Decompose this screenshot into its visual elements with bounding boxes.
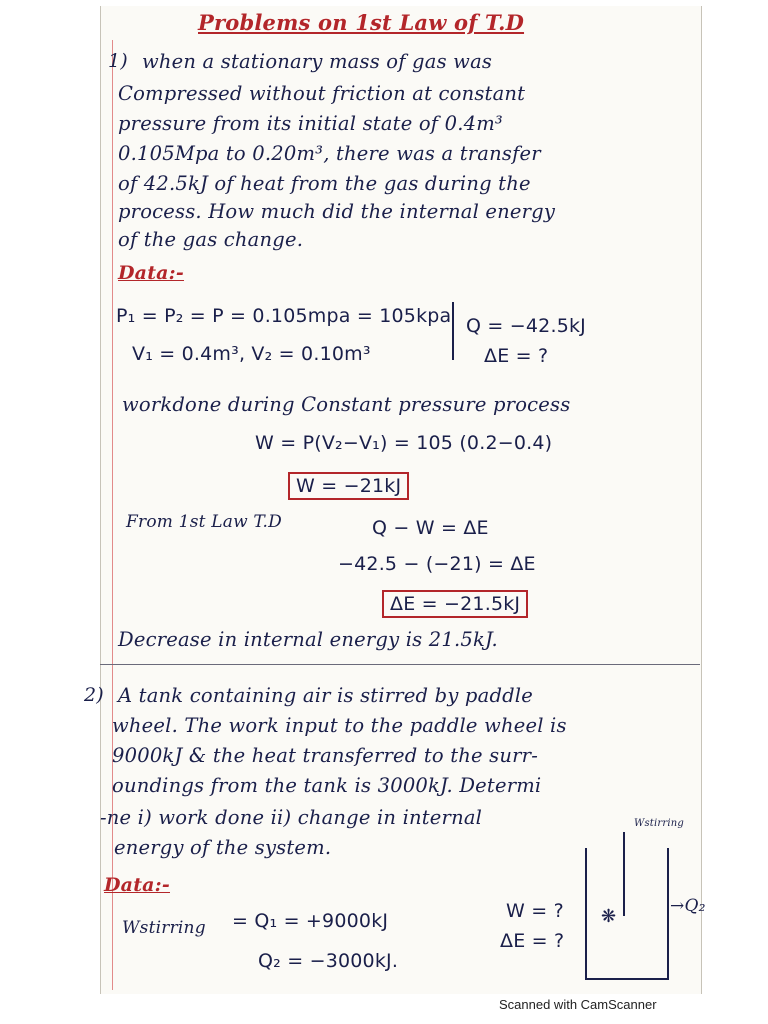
given-volumes: V₁ = 0.4m³, V₂ = 0.10m³ — [132, 343, 371, 365]
q1-equation: = Q₁ = +9000kJ — [232, 910, 389, 932]
given-pressure: P₁ = P₂ = P = 0.105mpa = 105kpa — [116, 305, 452, 327]
problem-2-line: -ne i) work done ii) change in internal — [100, 806, 483, 829]
problem-1-line: Compressed without friction at constant — [118, 82, 526, 105]
paddle-wheel-icon: ❋ — [601, 906, 617, 927]
unknown-work: W = ? — [506, 900, 564, 922]
workdone-heading: workdone during Constant pressure process — [122, 393, 571, 416]
first-law-label: From 1st Law T.D — [126, 512, 282, 532]
substitution-equation: −42.5 − (−21) = ΔE — [338, 553, 536, 575]
problem-1-data-label: Data:- — [118, 262, 184, 284]
unknown-delta-e: ΔE = ? — [484, 345, 549, 367]
tank-diagram — [585, 848, 669, 980]
problem-1-line: of 42.5kJ of heat from the gas during the — [118, 172, 531, 195]
q2-equation: Q₂ = −3000kJ. — [258, 950, 399, 972]
given-divider — [452, 302, 454, 360]
margin-line — [112, 40, 113, 990]
problem-separator — [100, 664, 700, 665]
work-result: W = −21kJ — [288, 472, 409, 500]
problem-1-line: of the gas change. — [118, 228, 304, 251]
problem-2-line: 9000kJ & the heat transferred to the surr- — [112, 744, 538, 767]
problem-2-line: wheel. The work input to the paddle wheel is — [112, 714, 567, 737]
problem-1-number: 1) — [108, 50, 128, 72]
problem-1-line: when a stationary mass of gas was — [142, 50, 493, 73]
wstirring-label: Wstirring — [122, 918, 206, 938]
problem-2-data-label: Data:- — [104, 874, 170, 896]
problem-1-line: 0.105Mpa to 0.20m³, there was a transfer — [118, 142, 541, 165]
given-heat: Q = −42.5kJ — [466, 315, 586, 337]
problem-1-conclusion: Decrease in internal energy is 21.5kJ. — [118, 628, 498, 651]
unknown-delta-e-2: ΔE = ? — [500, 930, 565, 952]
problem-2-line: A tank containing air is stirred by paddle — [118, 684, 533, 707]
heat-out-arrow: →Q₂ — [670, 896, 706, 916]
scanner-watermark: Scanned with CamScanner — [499, 997, 657, 1012]
problem-1-line: pressure from its initial state of 0.4m³ — [118, 112, 503, 135]
work-equation: W = P(V₂−V₁) = 105 (0.2−0.4) — [255, 432, 553, 454]
first-law-equation: Q − W = ΔE — [372, 517, 489, 539]
paddle-shaft — [623, 832, 625, 916]
problem-2-line: energy of the system. — [114, 836, 332, 859]
problem-2-number: 2) — [84, 684, 104, 706]
delta-e-result: ΔE = −21.5kJ — [382, 590, 528, 618]
diagram-wstirring-label: Wstirring — [634, 818, 685, 829]
problem-1-line: process. How much did the internal energy — [118, 200, 556, 223]
problem-2-line: oundings from the tank is 3000kJ. Determi — [112, 774, 542, 797]
page-title: Problems on 1st Law of T.D — [198, 10, 525, 35]
